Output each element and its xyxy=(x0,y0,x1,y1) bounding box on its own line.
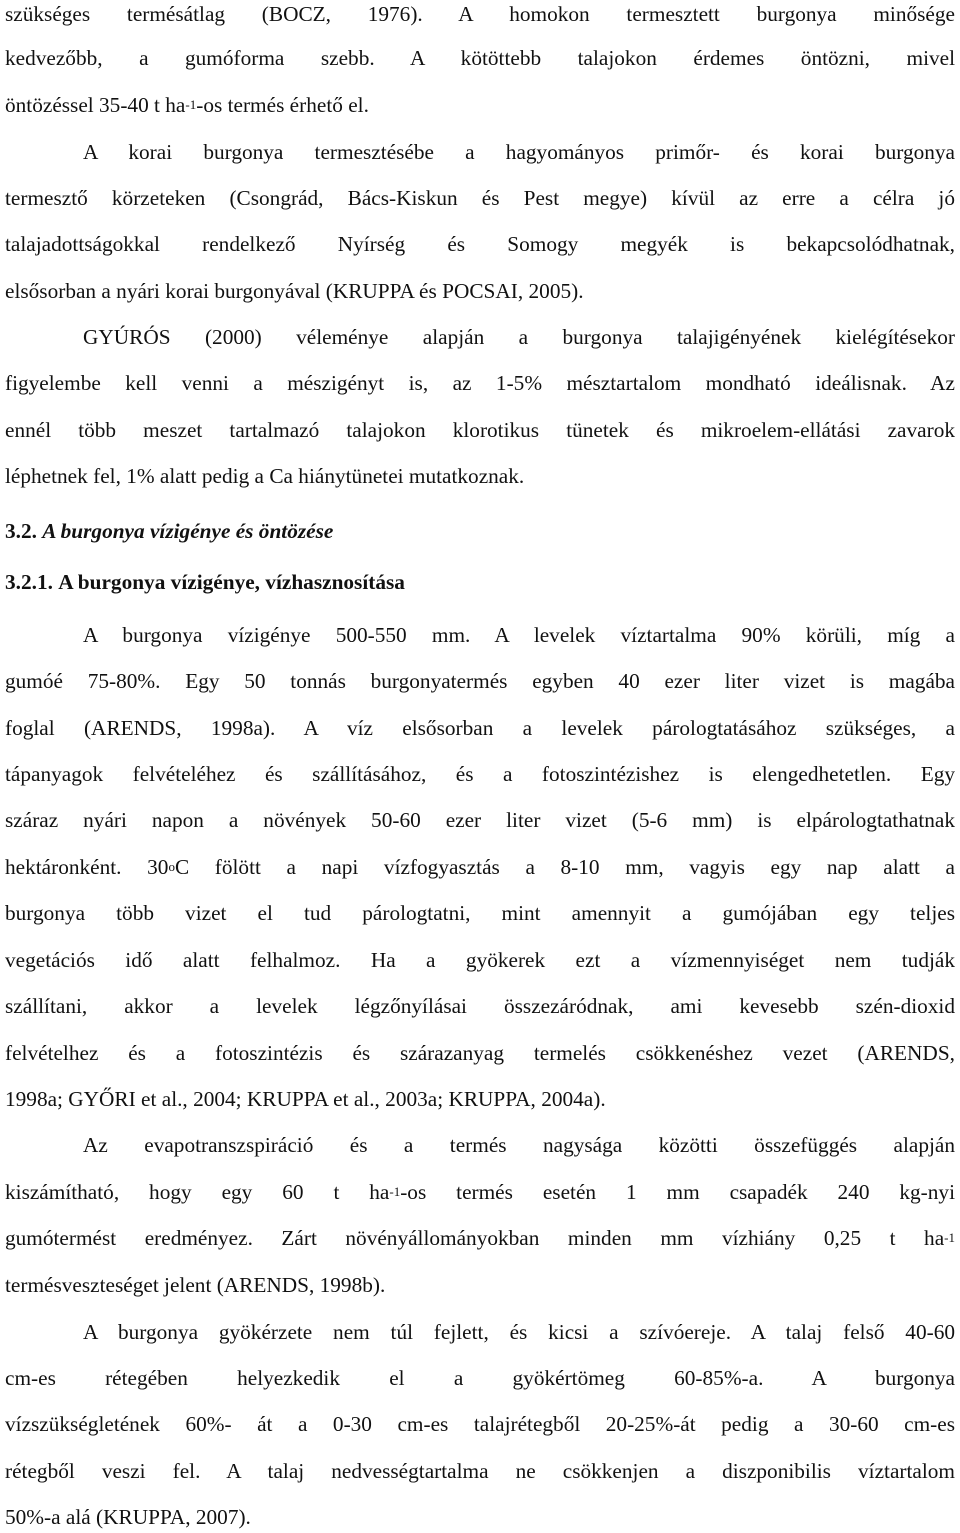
text-line: kiszámítható, hogy egy 60 t $ha^{-1}-os$ termés esetén 1 mm csapadék 240 kg-nyi xyxy=(5,1180,955,1204)
text-line: termesztő körzeteken (Csongrád, Bács-Kiskun és Pest megye) kívül az erre a célra jó xyxy=(5,186,955,210)
text-line: rétegből veszi fel. A talaj nedvességtartalma ne csökkenjen a diszponibilis víztartalom xyxy=(5,1459,955,1483)
section-title: A burgonya vízigénye és öntözése xyxy=(42,519,334,543)
text-line: vízszükségletének 60%- át a 0-30 cm-es talajrétegből 20-25%-át pedig a 30-60 cm-es xyxy=(5,1412,955,1436)
text-line: öntözéssel 35-40 t $ha^{-1}-os$ termés érhető el. xyxy=(5,93,369,117)
text-line: felvételhez és a fotoszintézis és szárazanyag termelés csökkenéshez vezet (ARENDS, xyxy=(5,1041,955,1065)
text-line: termésveszteséget jelent (ARENDS, 1998b). xyxy=(5,1273,386,1297)
text-line: gumóé 75-80%. Egy 50 tonnás burgonyatermés egyben 40 ezer liter vizet is magába xyxy=(5,669,955,693)
text-line: 1998a; GYŐRI et al., 2004; KRUPPA et al., 2003a; KRUPPA, 2004a). xyxy=(5,1087,606,1111)
text-line: szükséges termésátlag (BOCZ, 1976). A homokon termesztett burgonya minősége xyxy=(5,2,955,26)
text-line: ennél több meszet tartalmazó talajokon klorotikus tünetek és mikroelem-ellátási zavarok xyxy=(5,418,955,442)
text-line: A burgonya vízigénye 500-550 mm. A levelek víztartalma 90% körüli, míg a xyxy=(83,623,955,647)
text-line: figyelembe kell venni a mészigényt is, az 1-5% mésztartalom mondható ideálisnak. Az xyxy=(5,371,955,395)
text-line: Az evapotranszspiráció és a termés nagysága közötti összefüggés alapján xyxy=(83,1133,955,1157)
text-line: vegetációs idő alatt felhalmoz. Ha a gyökerek ezt a vízmennyiséget nem tudják xyxy=(5,948,955,972)
text-line: gumótermést eredményez. Zárt növényállományokban minden mm vízhiány 0,25 t $ha^{-1}$ xyxy=(5,1226,955,1250)
text-line: talajadottságokkal rendelkező Nyírség és Somogy megyék is bekapcsolódhatnak, xyxy=(5,232,955,256)
text-line: kedvezőbb, a gumóforma szebb. A kötöttebb talajokon érdemes öntözni, mivel xyxy=(5,46,955,70)
text-line: léphetnek fel, 1% alatt pedig a Ca hiánytünetei mutatkoznak. xyxy=(5,464,525,488)
section-number: 3.2. xyxy=(5,519,37,543)
text-line: GYÚRÓS (2000) véleménye alapján a burgonya talajigényének kielégítésekor xyxy=(83,325,955,349)
text-line: elsősorban a nyári korai burgonyával (KRUPPA és POCSAI, 2005). xyxy=(5,279,584,303)
text-line: tápanyagok felvételéhez és szállításához, és a fotoszintézishez is elengedhetetlen. Egy xyxy=(5,762,955,786)
subsection-heading xyxy=(5,568,955,596)
subsection-number: 3.2.1. xyxy=(5,570,53,594)
text-line: 50%-a alá (KRUPPA, 2007). xyxy=(5,1505,251,1529)
subsection-title: A burgonya vízigénye, vízhasznosítása xyxy=(58,570,405,594)
text-line: A burgonya gyökérzete nem túl fejlett, és kicsi a szívóereje. A talaj felső 40-60 xyxy=(83,1320,955,1344)
section-heading xyxy=(5,517,955,545)
text-line: hektáronként. 30$^o$C fölött a napi vízfogyasztás a 8-10 mm, vagyis egy nap alatt a xyxy=(5,855,956,879)
text-line: szállítani, akkor a levelek légzőnyílásai összezáródnak, ami kevesebb szén-dioxid xyxy=(5,994,955,1018)
text-line: száraz nyári napon a növények 50-60 ezer liter vizet (5-6 mm) is elpárologtathatnak xyxy=(5,808,955,832)
text-line: A korai burgonya termesztésébe a hagyományos primőr- és korai burgonya xyxy=(83,140,955,164)
text-line: cm-es rétegében helyezkedik el a gyökértömeg 60-85%-a. A burgonya xyxy=(5,1366,955,1390)
text-line: foglal (ARENDS, 1998a). A víz elsősorban a levelek párologtatásához szükséges, a xyxy=(5,716,955,740)
text-line: burgonya több vizet el tud párologtatni, mint amennyit a gumójában egy teljes xyxy=(5,901,955,925)
